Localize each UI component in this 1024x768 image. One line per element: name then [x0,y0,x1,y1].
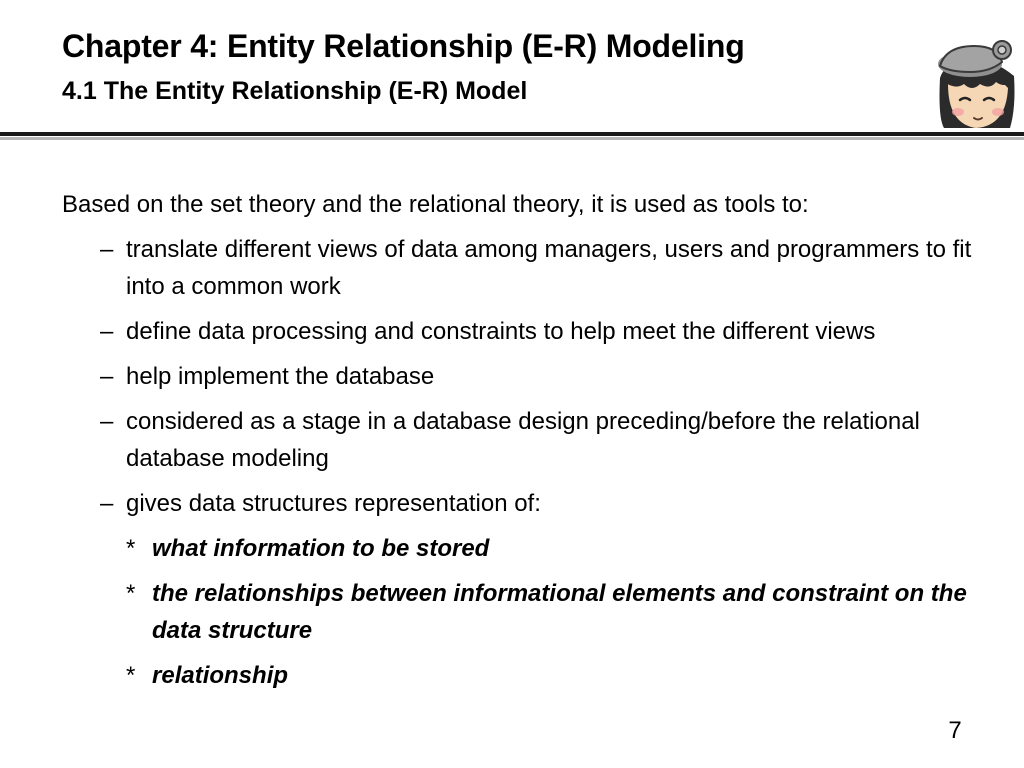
bullet-item [62,313,982,350]
cartoon-girl-with-cap-icon [930,38,1024,130]
slide-body [62,186,982,694]
sub-bullet-item [62,575,982,649]
bullet-text: help implement the database [126,363,435,390]
dash-marker: – [100,408,114,435]
header-divider-shadow [0,137,1024,140]
dash-marker: – [100,236,114,263]
page-number: 7 [948,717,962,744]
bullet-item [62,485,982,522]
intro-text: Based on the set theory and the relational theory, it is used as tools to: [62,191,809,218]
sub-bullet-text: the relationships between informational elements and constraint on the data structure [152,580,967,644]
sub-bullet-list [62,530,982,694]
bullet-text: define data processing and constraints to help meet the different views [126,318,876,345]
bullet-text: gives data structures representation of: [126,490,541,517]
bullet-item [62,403,982,477]
sub-bullet-text: what information to be stored [152,535,490,562]
bullet-item [62,231,982,305]
slide-subtitle: 4.1 The Entity Relationship (E-R) Model [62,77,528,105]
slide-title: Chapter 4: Entity Relationship (E-R) Modeling [62,28,745,64]
bullet-item [62,358,982,395]
asterisk-marker: * [126,535,136,562]
bullet-text: translate different views of data among managers, users and programmers to fit into a common work [126,236,972,300]
sub-bullet-text: relationship [152,662,289,689]
dash-marker: – [100,318,114,345]
dash-marker: – [100,363,114,390]
bullet-text: considered as a stage in a database design preceding/before the relational database modeling [126,408,920,472]
header-divider [0,132,1024,136]
bullet-list [62,231,982,522]
sub-bullet-item [62,530,982,567]
dash-marker: – [100,490,114,517]
asterisk-marker: * [126,662,136,689]
sub-bullet-item [62,657,982,694]
asterisk-marker: * [126,580,136,607]
